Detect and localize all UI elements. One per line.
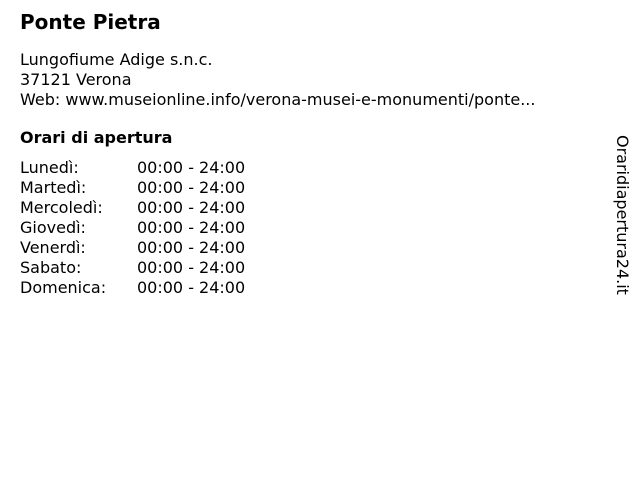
time-range: 00:00 - 24:00 (137, 158, 246, 177)
site-watermark: Oraridiapertura24.it (613, 135, 632, 295)
hours-row (20, 218, 245, 238)
time-range: 00:00 - 24:00 (137, 218, 246, 237)
opening-hours-table (20, 158, 245, 298)
address-street: Lungofiume Adige s.n.c. (20, 50, 213, 69)
time-range: 00:00 - 24:00 (137, 238, 246, 257)
hours-row (20, 278, 245, 298)
time-range: 00:00 - 24:00 (137, 198, 246, 217)
day-label: Venerdì: (20, 238, 86, 257)
time-range: 00:00 - 24:00 (137, 258, 246, 277)
hours-row (20, 198, 245, 218)
hours-row (20, 238, 245, 258)
day-label: Sabato: (20, 258, 82, 277)
day-label: Martedì: (20, 178, 87, 197)
day-label: Mercoledì: (20, 198, 103, 217)
day-label: Giovedì: (20, 218, 86, 237)
hours-row (20, 158, 245, 178)
time-range: 00:00 - 24:00 (137, 278, 246, 297)
place-title: Ponte Pietra (20, 10, 161, 34)
address-city: 37121 Verona (20, 70, 132, 89)
hours-row (20, 178, 245, 198)
opening-hours-heading: Orari di apertura (20, 128, 173, 147)
hours-row (20, 258, 245, 278)
day-label: Lunedì: (20, 158, 79, 177)
time-range: 00:00 - 24:00 (137, 178, 246, 197)
day-label: Domenica: (20, 278, 107, 297)
place-card (20, 8, 600, 298)
web-link[interactable]: Web: www.museionline.info/verona-musei-e-monumenti/ponte... (20, 90, 536, 109)
